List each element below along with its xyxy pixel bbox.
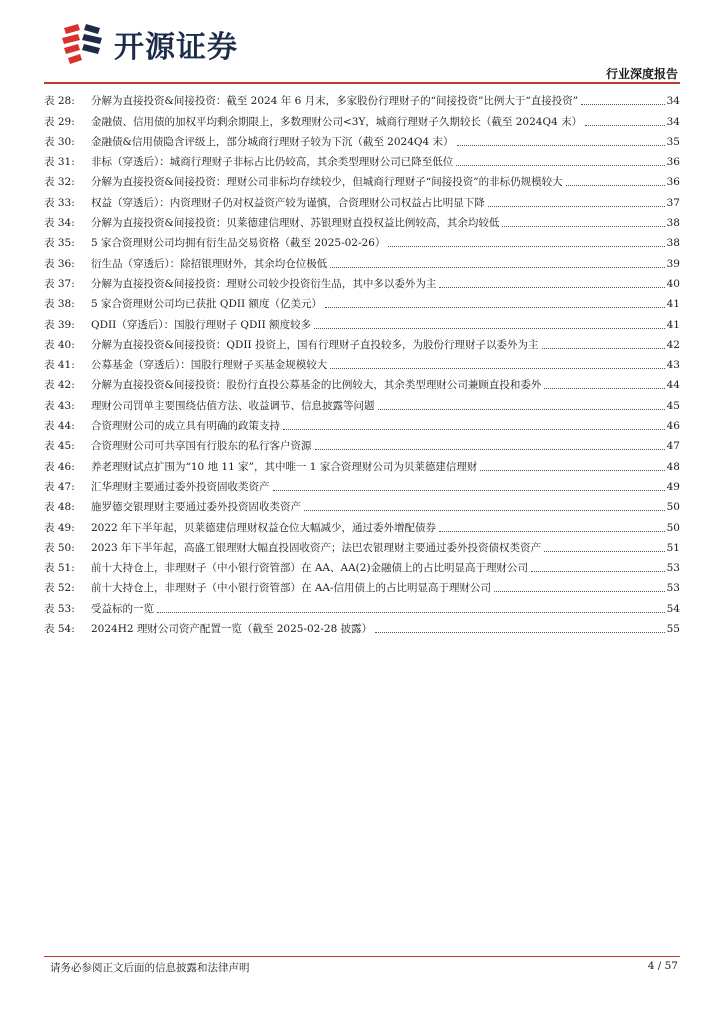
- toc-table-title: 合资理财公司的成立具有明确的政策支持: [91, 420, 280, 433]
- page-header: [52, 18, 678, 81]
- toc-dot-leader: [304, 509, 665, 511]
- toc-row[interactable]: [44, 433, 680, 453]
- toc-table-title: 衍生品（穿透后）：除招银理财外，其余均仓位极低: [91, 257, 328, 270]
- toc-page-number: 39: [666, 257, 680, 270]
- toc-page-number: 34: [666, 95, 680, 108]
- toc-table-title: 汇华理财主要通过委外投资固收类资产: [91, 480, 270, 493]
- toc-page-number: 53: [666, 582, 680, 595]
- toc-table-title: 前十大持仓上，非理财子（中小银行资管部）在 AA-信用债上的占比明显高于理财公司: [91, 582, 492, 595]
- toc-table-title: 2023 年下半年起，高盛工银理财大幅直投固收资产；法巴农银理财主要通过委外投资债权类资产: [91, 541, 542, 554]
- toc-dot-leader: [531, 570, 665, 572]
- toc-page-number: 44: [666, 379, 680, 392]
- brand-logo: [52, 18, 292, 70]
- toc-table-number: 表 38:: [44, 298, 75, 311]
- toc-dot-leader: [330, 266, 664, 268]
- toc-row[interactable]: [44, 291, 680, 311]
- toc-table-title: 5 家合资理财公司均拥有衍生品交易资格（截至 2025-02-26）: [91, 237, 386, 250]
- toc-table-number: 表 44:: [44, 420, 75, 433]
- toc-row[interactable]: [44, 453, 680, 473]
- toc-row[interactable]: [44, 129, 680, 149]
- toc-table-number: 表 39:: [44, 318, 75, 331]
- toc-table-number: 表 42:: [44, 379, 75, 392]
- toc-dot-leader: [325, 306, 665, 308]
- toc-dot-leader: [439, 286, 664, 288]
- toc-page-number: 38: [666, 237, 680, 250]
- toc-page-number: 34: [666, 115, 680, 128]
- toc-page-number: 54: [666, 602, 680, 615]
- toc-dot-leader: [330, 367, 664, 369]
- toc-table-title: 金融债、信用债的加权平均剩余期限上，多数理财公司<3Y，城商行理财子久期较长（截至 2024Q4 末）: [91, 115, 583, 128]
- toc-row[interactable]: [44, 108, 680, 128]
- toc-row[interactable]: [44, 88, 680, 108]
- toc-dot-leader: [273, 489, 665, 491]
- toc-dot-leader: [502, 225, 664, 227]
- toc-table-number: 表 52:: [44, 582, 75, 595]
- toc-table-number: 表 46:: [44, 460, 75, 473]
- toc-table-title: 分解为直接投资&间接投资：理财公司较少投资衍生品，其中多以委外为主: [91, 277, 437, 290]
- toc-table-title: 2022 年下半年起，贝莱德建信理财权益仓位大幅减少，通过委外增配债券: [91, 521, 437, 534]
- toc-table-number: 表 35:: [44, 237, 75, 250]
- toc-table-number: 表 36:: [44, 257, 75, 270]
- toc-dot-leader: [157, 611, 665, 613]
- brand-name: 开源证券: [114, 30, 238, 65]
- toc-page-number: 43: [666, 359, 680, 372]
- toc-dot-leader: [581, 103, 665, 105]
- toc-table-title: 2024H2 理财公司资产配置一览（截至 2025-02-28 披露）: [91, 623, 373, 636]
- toc-table-number: 表 41:: [44, 359, 75, 372]
- toc-dot-leader: [375, 631, 665, 633]
- kaiyuan-logo-icon: [58, 20, 106, 68]
- toc-row[interactable]: [44, 169, 680, 189]
- toc-dot-leader: [315, 448, 665, 450]
- toc-row[interactable]: [44, 230, 680, 250]
- toc-dot-leader: [457, 144, 665, 146]
- toc-dot-leader: [388, 245, 664, 247]
- toc-table-title: 金融债&信用债隐含评级上，部分城商行理财子较为下沉（截至 2024Q4 末）: [91, 135, 454, 148]
- toc-dot-leader: [456, 164, 664, 166]
- toc-dot-leader: [378, 408, 665, 410]
- toc-page-number: 38: [666, 217, 680, 230]
- toc-row[interactable]: [44, 189, 680, 209]
- toc-table-title: 权益（穿透后）：内资理财子仍对权益资产较为谨慎，合资理财公司权益占比明显下降: [91, 196, 485, 209]
- toc-page-number: 51: [666, 541, 680, 554]
- toc-page-number: 45: [666, 399, 680, 412]
- toc-page-number: 49: [666, 480, 680, 493]
- toc-row[interactable]: [44, 311, 680, 331]
- toc-row[interactable]: [44, 250, 680, 270]
- toc-row[interactable]: [44, 392, 680, 412]
- toc-table-number: 表 31:: [44, 156, 75, 169]
- toc-table-title: 5 家合资理财公司均已获批 QDII 额度（亿美元）: [91, 298, 323, 311]
- toc-table-number: 表 40:: [44, 338, 75, 351]
- toc-dot-leader: [494, 590, 665, 592]
- footer-divider: [44, 956, 680, 957]
- toc-dot-leader: [585, 124, 665, 126]
- toc-dot-leader: [439, 530, 665, 532]
- toc-page-number: 48: [666, 460, 680, 473]
- table-list: [44, 88, 680, 636]
- toc-page-number: 47: [666, 440, 680, 453]
- toc-table-number: 表 34:: [44, 217, 75, 230]
- toc-dot-leader: [480, 469, 664, 471]
- toc-table-title: 分解为直接投资&间接投资：股份行直投公募基金的比例较大，其余类型理财公司兼顾直投和委外: [91, 379, 542, 392]
- toc-page-number: 36: [666, 156, 680, 169]
- toc-row[interactable]: [44, 555, 680, 575]
- toc-table-number: 表 47:: [44, 480, 75, 493]
- toc-page-number: 36: [666, 176, 680, 189]
- toc-table-number: 表 50:: [44, 541, 75, 554]
- toc-table-number: 表 28:: [44, 95, 75, 108]
- toc-dot-leader: [544, 550, 665, 552]
- toc-table-title: 分解为直接投资&间接投资：QDII 投资上，国有行理财子直投较多，为股份行理财子以委外为主: [91, 338, 539, 351]
- toc-dot-leader: [544, 387, 664, 389]
- toc-page-number: 50: [666, 521, 680, 534]
- toc-row[interactable]: [44, 474, 680, 494]
- toc-table-number: 表 53:: [44, 602, 75, 615]
- toc-table-title: 施罗德交银理财主要通过委外投资固收类资产: [91, 501, 301, 514]
- toc-table-title: 理财公司罚单主要围绕估值方法、收益调节、信息披露等问题: [91, 399, 375, 412]
- toc-table-number: 表 49:: [44, 521, 75, 534]
- toc-table-number: 表 29:: [44, 115, 75, 128]
- toc-row[interactable]: [44, 149, 680, 169]
- toc-dot-leader: [488, 205, 665, 207]
- footer-disclaimer: 请务必参阅正文后面的信息披露和法律声明: [50, 962, 250, 974]
- toc-dot-leader: [283, 428, 665, 430]
- toc-row[interactable]: [44, 514, 680, 534]
- toc-row[interactable]: [44, 413, 680, 433]
- toc-page-number: 41: [666, 318, 680, 331]
- header-divider: [44, 82, 680, 84]
- toc-dot-leader: [314, 327, 665, 329]
- toc-row[interactable]: [44, 332, 680, 352]
- toc-row[interactable]: [44, 271, 680, 291]
- toc-row[interactable]: [44, 210, 680, 230]
- toc-table-title: QDII（穿透后）：国股行理财子 QDII 额度较多: [91, 318, 312, 331]
- toc-table-title: 合资理财公司可共享国有行股东的私行客户资源: [91, 440, 312, 453]
- toc-row[interactable]: [44, 372, 680, 392]
- toc-row[interactable]: [44, 494, 680, 514]
- toc-row[interactable]: [44, 616, 680, 636]
- toc-table-title: 受益标的一览: [91, 602, 154, 615]
- toc-table-title: 公募基金（穿透后）：国股行理财子买基金规模较大: [91, 359, 328, 372]
- toc-page-number: 35: [666, 135, 680, 148]
- toc-page-number: 37: [666, 196, 680, 209]
- toc-row[interactable]: [44, 575, 680, 595]
- toc-table-title: 前十大持仓上，非理财子（中小银行资管部）在 AA、AA(2)金融债上的占比明显高于理财公司: [91, 562, 529, 575]
- toc-table-number: 表 51:: [44, 562, 75, 575]
- report-type-label: 行业深度报告: [605, 67, 678, 81]
- toc-table-number: 表 43:: [44, 399, 75, 412]
- toc-table-title: 分解为直接投资&间接投资：贝莱德建信理财、苏银理财直投权益比例较高，其余均较低: [91, 217, 500, 230]
- toc-table-number: 表 37:: [44, 277, 75, 290]
- toc-page-number: 41: [666, 298, 680, 311]
- toc-table-number: 表 45:: [44, 440, 75, 453]
- toc-page-number: 53: [666, 562, 680, 575]
- toc-table-title: 分解为直接投资&间接投资：理财公司非标均存续较少，但城商行理财子“间接投资”的非标仍规模较大: [91, 176, 563, 189]
- toc-table-title: 分解为直接投资&间接投资：截至 2024 年 6 月末，多家股份行理财子的“间接投资”比例大于“直接投资”: [91, 95, 579, 108]
- toc-table-title: 非标（穿透后）：城商行理财子非标占比仍较高，其余类型理财公司已降至低位: [91, 156, 454, 169]
- toc-table-number: 表 33:: [44, 196, 75, 209]
- toc-dot-leader: [542, 347, 665, 349]
- toc-page-number: 55: [666, 623, 680, 636]
- toc-row[interactable]: [44, 352, 680, 372]
- toc-row[interactable]: [44, 535, 680, 555]
- toc-table-number: 表 30:: [44, 135, 75, 148]
- toc-table-number: 表 54:: [44, 623, 75, 636]
- toc-page-number: 42: [666, 338, 680, 351]
- toc-page-number: 50: [666, 501, 680, 514]
- footer-page-number: 4 / 57: [647, 960, 678, 972]
- toc-table-number: 表 32:: [44, 176, 75, 189]
- toc-row[interactable]: [44, 595, 680, 615]
- toc-table-title: 养老理财试点扩围为“10 地 11 家”，其中唯一 1 家合资理财公司为贝莱德建信理财: [91, 460, 478, 473]
- toc-table-number: 表 48:: [44, 501, 75, 514]
- toc-dot-leader: [566, 184, 665, 186]
- toc-page-number: 40: [666, 277, 680, 290]
- toc-page-number: 46: [666, 420, 680, 433]
